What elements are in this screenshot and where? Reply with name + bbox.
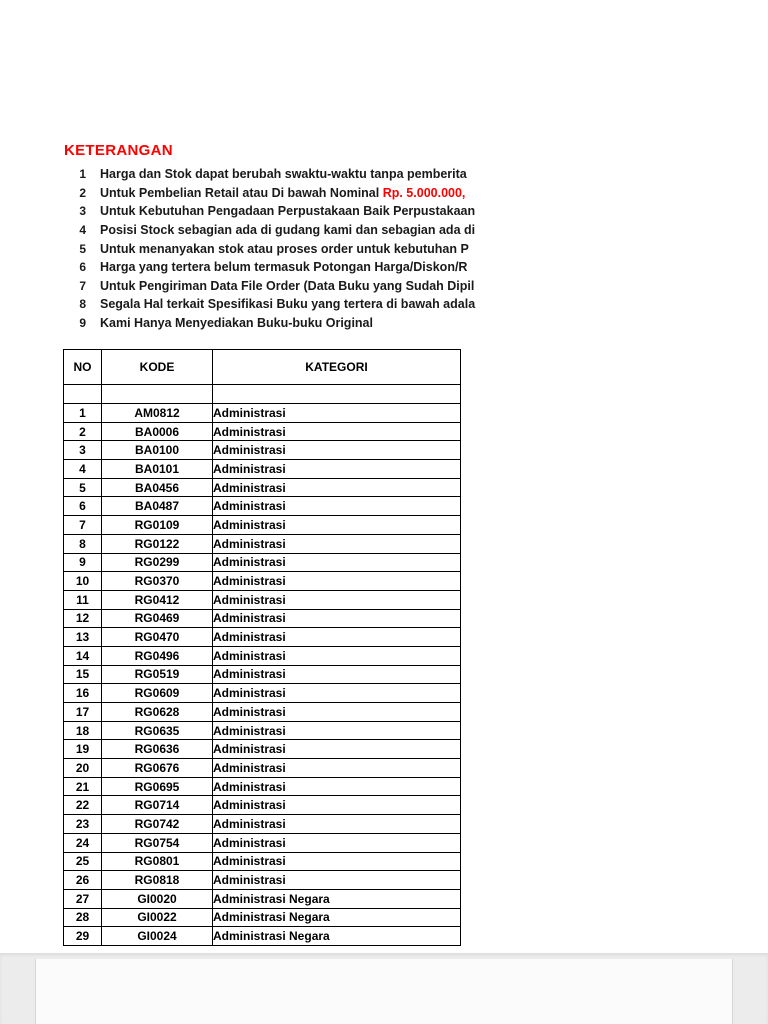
cell-kode: RG0676 <box>102 759 213 778</box>
note-number: 4 <box>79 223 86 238</box>
table-row <box>64 534 461 553</box>
table-row <box>64 385 461 404</box>
header-cell-kode: KODE <box>102 350 213 385</box>
cell-kode: RG0636 <box>102 740 213 759</box>
next-page-edge <box>35 959 733 1024</box>
cell-kategori: Administrasi <box>213 815 461 834</box>
table-row <box>64 497 461 516</box>
cell-kategori: Administrasi <box>213 422 461 441</box>
cell-kode: RG0469 <box>102 609 213 628</box>
cell-no: 25 <box>64 852 102 871</box>
cell-kategori: Administrasi <box>213 646 461 665</box>
table-row <box>64 609 461 628</box>
cell-kategori: Administrasi <box>213 871 461 890</box>
cell-no: 6 <box>64 497 102 516</box>
cell-kategori: Administrasi Negara <box>213 908 461 927</box>
cell-kategori: Administrasi <box>213 833 461 852</box>
note-number: 2 <box>79 185 86 200</box>
cell-kode: RG0496 <box>102 646 213 665</box>
cell-no: 12 <box>64 609 102 628</box>
note-text: Kami Hanya Menyediakan Buku-buku Original <box>100 316 373 331</box>
table-row <box>64 665 461 684</box>
cell-no: 10 <box>64 572 102 591</box>
cell-no: 14 <box>64 646 102 665</box>
cell-no: 27 <box>64 889 102 908</box>
table-row <box>64 721 461 740</box>
table-row <box>64 478 461 497</box>
table-row <box>64 871 461 890</box>
cell-no: 20 <box>64 759 102 778</box>
cell-no: 15 <box>64 665 102 684</box>
note-number: 3 <box>79 204 86 219</box>
cell-no: 18 <box>64 721 102 740</box>
cell-no: 13 <box>64 628 102 647</box>
table-row <box>64 796 461 815</box>
cell-kode: RG0412 <box>102 590 213 609</box>
table-row <box>64 422 461 441</box>
cell-kode: BA0101 <box>102 460 213 479</box>
cell-kode: RG0519 <box>102 665 213 684</box>
cell-kategori: Administrasi <box>213 609 461 628</box>
cell-no: 24 <box>64 833 102 852</box>
cell-kode: RG0714 <box>102 796 213 815</box>
cell-kategori: Administrasi <box>213 534 461 553</box>
table-body <box>64 385 461 946</box>
cell-kategori: Administrasi <box>213 590 461 609</box>
header-cell-kategori: KATEGORI <box>213 350 461 385</box>
cell-kode: RG0635 <box>102 721 213 740</box>
cell-kategori: Administrasi <box>213 404 461 423</box>
note-text: Harga dan Stok dapat berubah swaktu-waktu tanpa pemberita <box>100 167 467 182</box>
cell-kode: AM0812 <box>102 404 213 423</box>
header-cell-no: NO <box>64 350 102 385</box>
cell-no: 21 <box>64 777 102 796</box>
note-text: Untuk Pembelian Retail atau Di bawah Nominal Rp. 5.000.000, <box>100 185 466 200</box>
cell-kode <box>102 385 213 404</box>
note-text: Harga yang tertera belum termasuk Potongan Harga/Diskon/R <box>100 260 468 275</box>
note-text: Untuk Kebutuhan Pengadaan Perpustakaan Baik Perpustakaan <box>100 204 476 219</box>
cell-kategori: Administrasi <box>213 665 461 684</box>
table-row <box>64 889 461 908</box>
cell-kategori: Administrasi <box>213 460 461 479</box>
cell-kode: RG0742 <box>102 815 213 834</box>
cell-kategori: Administrasi <box>213 777 461 796</box>
table-row <box>64 927 461 946</box>
cell-no: 3 <box>64 441 102 460</box>
note-item <box>64 239 475 258</box>
note-item <box>64 314 475 333</box>
cell-kode: BA0100 <box>102 441 213 460</box>
cell-kode: RG0628 <box>102 703 213 722</box>
cell-kategori: Administrasi <box>213 553 461 572</box>
table-row <box>64 553 461 572</box>
cell-kategori: Administrasi <box>213 796 461 815</box>
notes-list <box>64 165 475 332</box>
catalog-table <box>63 349 461 946</box>
note-item <box>64 277 475 296</box>
table-row <box>64 646 461 665</box>
cell-no: 26 <box>64 871 102 890</box>
cell-no <box>64 385 102 404</box>
cell-kategori <box>213 385 461 404</box>
cell-kategori: Administrasi Negara <box>213 927 461 946</box>
note-text: Posisi Stock sebagian ada di gudang kami dan sebagian ada di <box>100 223 476 238</box>
note-item <box>64 202 475 221</box>
table-row <box>64 628 461 647</box>
cell-no: 22 <box>64 796 102 815</box>
note-number: 8 <box>79 297 86 312</box>
cell-kategori: Administrasi <box>213 721 461 740</box>
cell-kode: GI0024 <box>102 927 213 946</box>
cell-no: 2 <box>64 422 102 441</box>
cell-no: 1 <box>64 404 102 423</box>
cell-kode: RG0122 <box>102 534 213 553</box>
cell-kategori: Administrasi <box>213 628 461 647</box>
table-row <box>64 740 461 759</box>
cell-no: 5 <box>64 478 102 497</box>
cell-kategori: Administrasi <box>213 703 461 722</box>
cell-kategori: Administrasi <box>213 740 461 759</box>
cell-kode: BA0456 <box>102 478 213 497</box>
table-row <box>64 684 461 703</box>
cell-no: 29 <box>64 927 102 946</box>
cell-kode: RG0754 <box>102 833 213 852</box>
cell-kode: RG0299 <box>102 553 213 572</box>
table-header-row <box>64 350 461 385</box>
cell-no: 19 <box>64 740 102 759</box>
note-number: 7 <box>79 278 86 293</box>
table-row <box>64 572 461 591</box>
table-row <box>64 590 461 609</box>
cell-kode: RG0801 <box>102 852 213 871</box>
cell-kode: RG0609 <box>102 684 213 703</box>
cell-kode: GI0020 <box>102 889 213 908</box>
cell-kategori: Administrasi <box>213 852 461 871</box>
note-number: 5 <box>79 241 86 256</box>
cell-kategori: Administrasi <box>213 572 461 591</box>
table-row <box>64 833 461 852</box>
note-item <box>64 258 475 277</box>
table-header <box>64 350 461 385</box>
table-row <box>64 404 461 423</box>
cell-no: 16 <box>64 684 102 703</box>
cell-kode: RG0109 <box>102 516 213 535</box>
cell-no: 9 <box>64 553 102 572</box>
cell-kategori: Administrasi <box>213 478 461 497</box>
cell-kode: RG0370 <box>102 572 213 591</box>
cell-no: 4 <box>64 460 102 479</box>
table-row <box>64 908 461 927</box>
cell-no: 28 <box>64 908 102 927</box>
cell-no: 8 <box>64 534 102 553</box>
note-item <box>64 295 475 314</box>
note-item <box>64 184 475 203</box>
cell-kode: BA0487 <box>102 497 213 516</box>
page-title: KETERANGAN <box>64 142 173 159</box>
note-number: 1 <box>79 167 86 182</box>
page-gap <box>0 953 768 1024</box>
cell-kode: RG0818 <box>102 871 213 890</box>
table-row <box>64 759 461 778</box>
cell-kode: BA0006 <box>102 422 213 441</box>
note-text: Segala Hal terkait Spesifikasi Buku yang tertera di bawah adala <box>100 297 476 312</box>
cell-kode: RG0695 <box>102 777 213 796</box>
cell-no: 11 <box>64 590 102 609</box>
cell-kategori: Administrasi <box>213 441 461 460</box>
table-row <box>64 516 461 535</box>
cell-kategori: Administrasi Negara <box>213 889 461 908</box>
note-number: 9 <box>79 316 86 331</box>
note-item <box>64 165 475 184</box>
cell-kategori: Administrasi <box>213 516 461 535</box>
note-text: Untuk Pengiriman Data File Order (Data Buku yang Sudah Dipil <box>100 278 475 293</box>
cell-no: 17 <box>64 703 102 722</box>
cell-no: 7 <box>64 516 102 535</box>
cell-kategori: Administrasi <box>213 497 461 516</box>
cell-kode: GI0022 <box>102 908 213 927</box>
note-item <box>64 221 475 240</box>
table-row <box>64 441 461 460</box>
cell-kategori: Administrasi <box>213 684 461 703</box>
note-number: 6 <box>79 260 86 275</box>
cell-no: 23 <box>64 815 102 834</box>
note-text: Untuk menanyakan stok atau proses order untuk kebutuhan P <box>100 241 469 256</box>
table-row <box>64 852 461 871</box>
note-highlight: Rp. 5.000.000, <box>382 185 466 200</box>
cell-kode: RG0470 <box>102 628 213 647</box>
table-row <box>64 460 461 479</box>
table-row <box>64 777 461 796</box>
cell-kategori: Administrasi <box>213 759 461 778</box>
table-row <box>64 703 461 722</box>
table-row <box>64 815 461 834</box>
